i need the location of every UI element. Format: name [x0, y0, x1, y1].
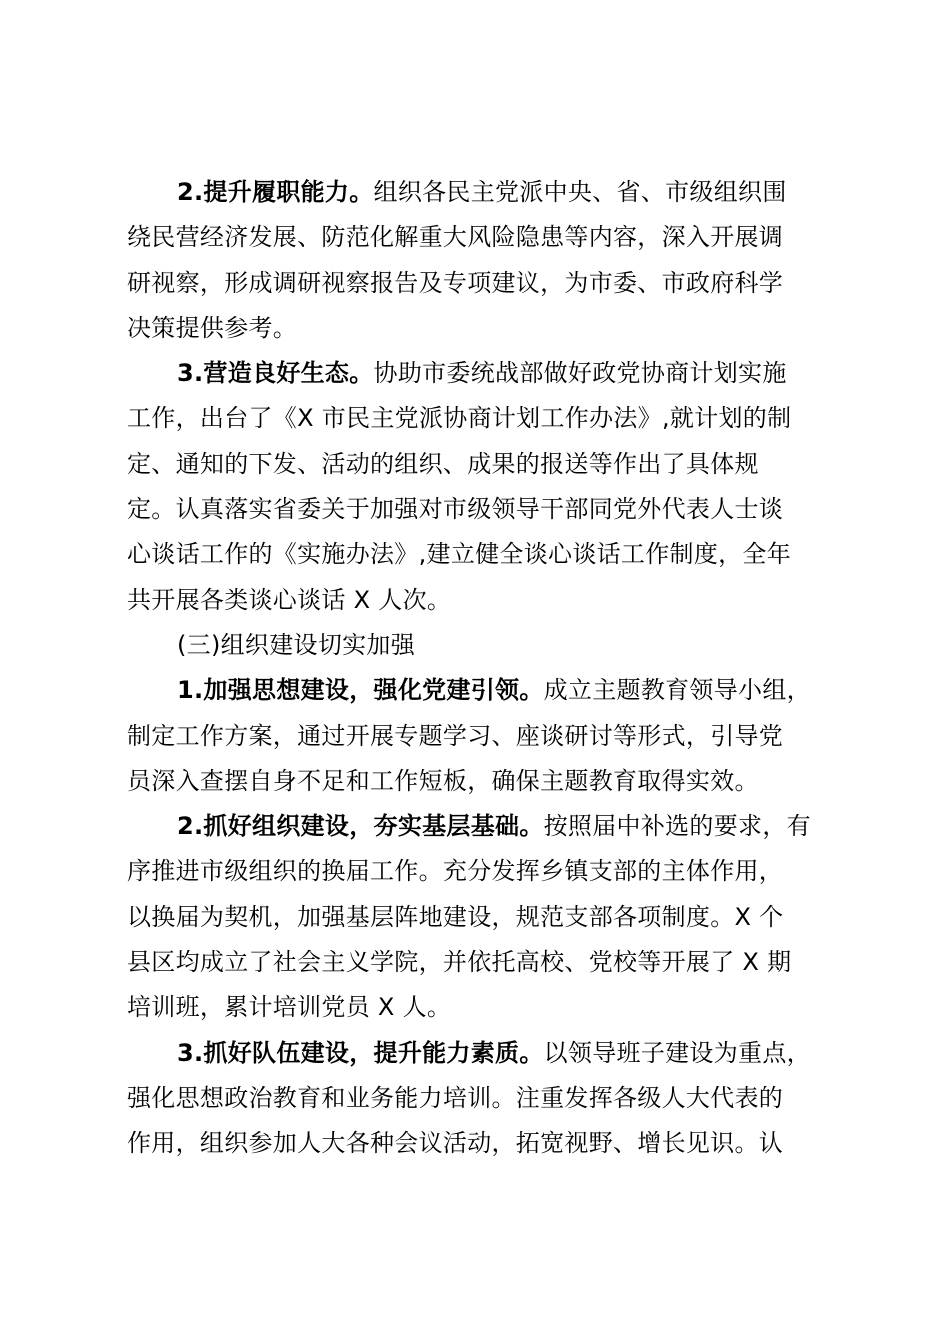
line-text: 共开展各类谈心谈话 X 人次。 — [127, 585, 452, 614]
text-line — [127, 578, 827, 623]
line-text: 研视察，形成调研视察报告及专项建议，为市委、市政府科学 — [127, 268, 784, 297]
document-body — [127, 170, 827, 1167]
text-line — [127, 623, 827, 668]
line-text: 县区均成立了社会主义学院，并依托高校、党校等开展了 X 期 — [127, 948, 792, 977]
line-text: 心谈话工作的《实施办法》,建立健全谈心谈话工作制度，全年 — [127, 540, 792, 569]
paragraph — [127, 170, 827, 351]
text-line — [127, 849, 827, 894]
text-line — [127, 895, 827, 940]
paragraph — [127, 804, 827, 1030]
text-line — [127, 215, 827, 260]
text-line — [127, 442, 827, 487]
text-line — [127, 1031, 827, 1076]
bold-heading: 2.提升履职能力。 — [177, 178, 374, 206]
bold-heading: 3.营造良好生态。 — [177, 359, 374, 388]
text-line — [127, 804, 827, 849]
text-line — [127, 261, 827, 306]
line-text: 工作，出台了《X 市民主党派协商计划工作办法》,就计划的制 — [127, 404, 792, 433]
bold-heading: 2.抓好组织建设，夯实基层基础。 — [177, 812, 544, 841]
bold-heading: 3.抓好队伍建设，提升能力素质。 — [177, 1038, 544, 1067]
line-text: 协助市委统战部做好政党协商计划实施 — [373, 359, 787, 388]
line-text: 定。认真落实省委关于加强对市级领导干部同党外代表人士谈 — [127, 495, 784, 524]
text-line — [127, 170, 827, 215]
paragraph — [127, 351, 827, 623]
text-line — [127, 487, 827, 532]
line-text: 定、通知的下发、活动的组织、成果的报送等作出了具体规 — [127, 449, 759, 478]
line-text: 强化思想政治教育和业务能力培训。注重发挥各级人大代表的 — [127, 1083, 784, 1112]
paragraph — [127, 1031, 827, 1167]
line-text: 员深入查摆自身不足和工作短板，确保主题教育取得实效。 — [127, 766, 759, 795]
line-text: 绕民营经济发展、防范化解重大风险隐患等内容，深入开展调 — [127, 223, 784, 252]
line-text: 决策提供参考。 — [127, 313, 298, 342]
text-line — [127, 668, 827, 713]
line-text: 成立主题教育领导小组， — [543, 676, 811, 705]
line-text: 以换届为契机，加强基层阵地建设，规范支部各项制度。X 个 — [127, 902, 784, 931]
text-line — [127, 532, 827, 577]
text-line — [127, 714, 827, 759]
line-text: 培训班，累计培训党员 X 人。 — [127, 993, 452, 1022]
paragraph — [127, 668, 827, 804]
line-text: 制定工作方案，通过开展专题学习、座谈研讨等形式，引导党 — [127, 721, 784, 750]
line-text: (三)组织建设切实加强 — [177, 630, 416, 659]
line-text: 以领导班子建设为重点， — [543, 1038, 811, 1067]
text-line — [127, 1076, 827, 1121]
text-line — [127, 351, 827, 396]
text-line — [127, 759, 827, 804]
text-line — [127, 940, 827, 985]
section-heading — [127, 623, 827, 668]
bold-heading: 1.加强思想建设，强化党建引领。 — [177, 676, 544, 705]
line-text: 按照届中补选的要求，有 — [543, 812, 811, 841]
text-line — [127, 1121, 827, 1166]
line-text: 序推进市级组织的换届工作。充分发挥乡镇支部的主体作用， — [127, 857, 784, 886]
text-line — [127, 396, 827, 441]
line-text: 作用，组织参加人大各种会议活动，拓宽视野、增长见识。认 — [127, 1129, 784, 1158]
line-text: 组织各民主党派中央、省、市级组织围 — [373, 178, 787, 206]
text-line — [127, 306, 827, 351]
text-line — [127, 985, 827, 1030]
